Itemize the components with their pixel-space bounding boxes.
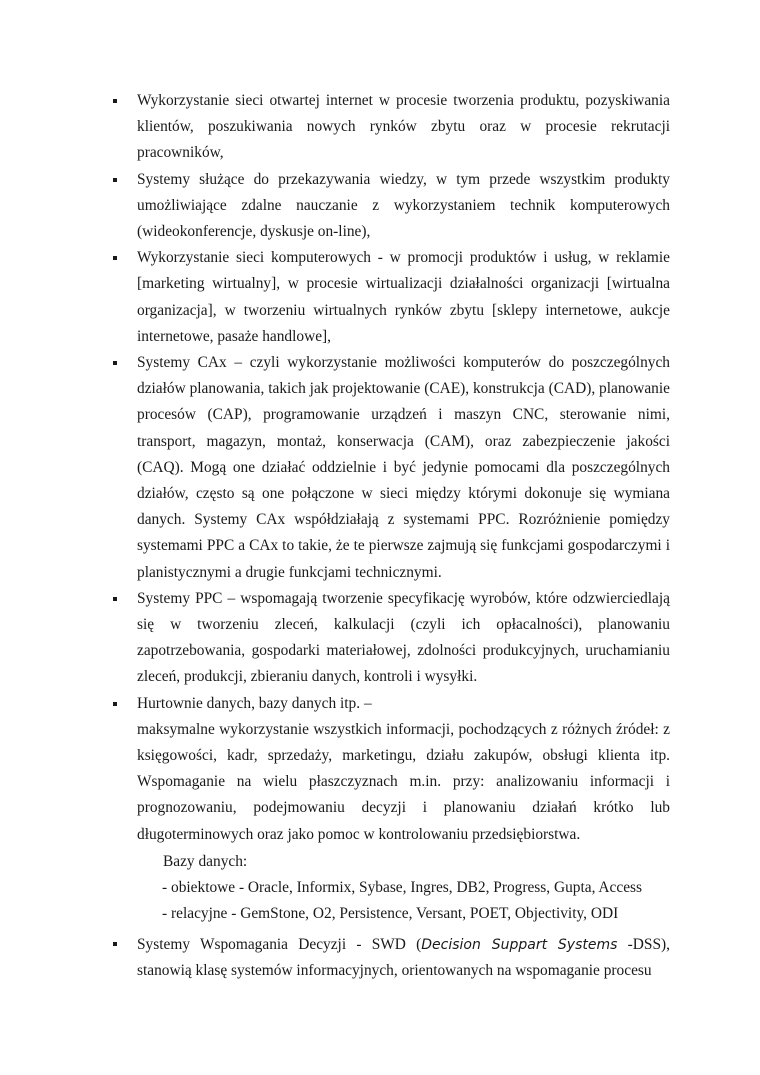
list-item-text <box>137 932 670 984</box>
list-item-continuation: maksymalne wykorzystanie wszystkich informacji, pochodzących z różnych źródeł: z księgowości, kadr, sprzedaży, marketingu, działu zakupów, obsługi klienta itp. Wspomaganie na wielu płaszczyznach m.in. przy: analizowaniu informacji i prognozowaniu, podejmowaniu decyzji i planowaniu działań krótko lub długoterminowych oraz jako pomoc w kontrolowaniu przedsiębiorstwa. <box>137 720 670 843</box>
sublist-item <box>137 901 670 927</box>
square-bullet-icon <box>113 350 117 376</box>
square-bullet-icon <box>113 167 117 193</box>
sublist-item-text: relacyjne - GemStone, O2, Persistence, Versant, POET, Objectivity, ODI <box>171 905 619 923</box>
square-bullet-icon <box>113 245 117 271</box>
dss-text-before: Systemy Wspomagania Decyzji - SWD ( <box>137 935 422 953</box>
dss-english-term: Decision Suppart Systems <box>421 936 618 953</box>
bullet-list <box>137 88 670 984</box>
dss-text-after: -DSS), stanowią klasę systemów informacyjnych, orientowanych na wspomaganie procesu <box>137 935 670 979</box>
square-bullet-icon <box>113 586 117 612</box>
list-item-text: Systemy PPC – wspomagają tworzenie specyfikację wyrobów, które odzwierciedlają się w tworzeniu zleceń, kalkulacji (czyli ich opłacalności), planowaniu zapotrzebowania, gospodarki materiałowej, zdolności produkcyjnych, uruchamianiu zleceń, produkcji, zbieraniu danych, kontroli i wysyłki. <box>137 589 670 686</box>
dash-bullet-icon: - <box>162 905 168 923</box>
list-item <box>137 88 670 167</box>
list-item <box>137 586 670 691</box>
list-item-data-warehouses <box>137 691 670 928</box>
sublist-item-text: obiektowe - Oracle, Informix, Sybase, Ingres, DB2, Progress, Gupta, Access <box>171 879 643 897</box>
list-item <box>137 245 670 350</box>
list-item-title: Hurtownie danych, bazy danych itp. – <box>137 694 372 712</box>
list-item-text: Wykorzystanie sieci komputerowych - w promocji produktów i usług, w reklamie [marketing wirtualny], w procesie wirtualizacji działalności organizacji [wirtualna organizacja], w tworzeniu wirtualnych rynków zbytu [sklepy internetowe, aukcje internetowe, pasaże handlowe], <box>137 249 670 345</box>
list-item-dss <box>137 932 670 984</box>
list-item-text: Systemy CAx – czyli wykorzystanie możliwości komputerów do poszczególnych działów planowania, takich jak projektowanie (CAE), konstrukcja (CAD), planowanie procesów (CAP), programowanie urządzeń i maszyn CNC, sterowanie nimi, transport, magazyn, montaż, konserwacja (CAM), oraz zabezpieczenie jakości (CAQ). Mogą one działać oddzielnie i być jedynie pomocami dla poszczególnych działów, często są one połączone w sieci między którymi dokonuje się wymiana danych. Systemy CAx współdziałają z systemami PPC. Rozróżnienie pomiędzy systemami PPC a CAx to takie, że te pierwsze zajmują się funkcjami gospodarczymi i planistycznymi a drugie funkcjami technicznymi. <box>137 354 670 581</box>
list-item <box>137 350 670 586</box>
list-item <box>137 167 670 246</box>
square-bullet-icon <box>113 932 117 958</box>
square-bullet-icon <box>113 691 117 717</box>
list-item-text: Wykorzystanie sieci otwartej internet w procesie tworzenia produktu, pozyskiwania klientów, poszukiwania nowych rynków zbytu oraz w procesie rekrutacji pracowników, <box>137 92 670 162</box>
list-item-text: Systemy służące do przekazywania wiedzy, w tym przede wszystkim produkty umożliwiające zdalne nauczanie z wykorzystaniem technik komputerowych (wideokonferencje, dyskusje on-line), <box>137 170 670 241</box>
databases-subheading: Bazy danych: <box>163 852 248 870</box>
databases-sublist <box>137 875 670 927</box>
dash-bullet-icon: - <box>162 879 168 897</box>
square-bullet-icon <box>113 88 117 114</box>
sublist-item <box>137 875 670 901</box>
